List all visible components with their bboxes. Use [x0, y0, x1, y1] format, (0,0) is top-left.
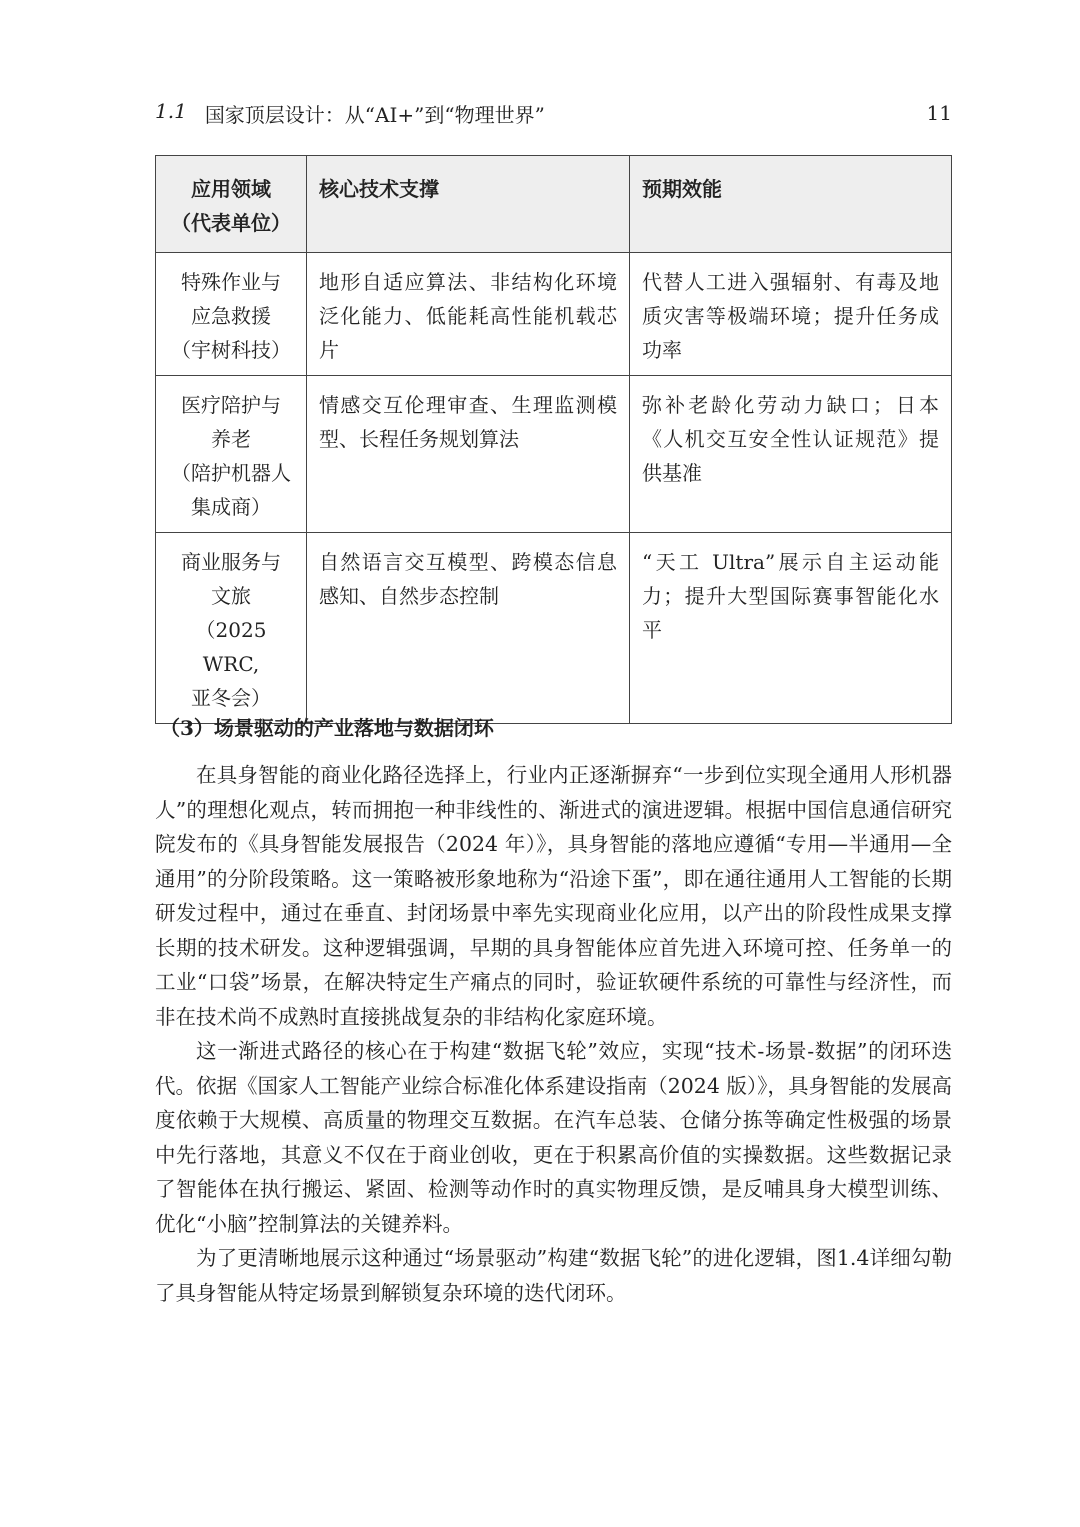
column-header-tech: 核心技术支撑 [307, 156, 630, 253]
page-number: 11 [926, 101, 952, 125]
cell-domain [156, 253, 307, 376]
column-header-effect: 预期效能 [630, 156, 952, 253]
header-line: （代表单位） [171, 211, 291, 235]
body-text [155, 758, 952, 1310]
table-row [156, 533, 952, 724]
header-line: 应用领域 [191, 177, 271, 201]
domain-line: 商业服务与 [181, 550, 281, 574]
cell-effect: “天工 Ultra”展示自主运动能力；提升大型国际赛事智能化水平 [630, 533, 952, 724]
cell-tech: 地形自适应算法、非结构化环境泛化能力、低能耗高性能机载芯片 [307, 253, 630, 376]
section-title: 国家顶层设计：从“AI+”到“物理世界” [204, 102, 545, 127]
cell-effect: 弥补老龄化劳动力缺口；日本《人机交互安全性认证规范》提供基准 [630, 376, 952, 533]
cell-domain [156, 533, 307, 724]
cell-effect: 代替人工进入强辐射、有毒及地质灾害等极端环境；提升任务成功率 [630, 253, 952, 376]
domain-line: 医疗陪护与 [181, 393, 281, 417]
domain-line: （2025 WRC, [195, 618, 267, 676]
cell-domain [156, 376, 307, 533]
table-header-row [156, 156, 952, 253]
paragraph: 这一渐进式路径的核心在于构建“数据飞轮”效应，实现“技术-场景-数据”的闭环迭代。依据《国家人工智能产业综合标准化体系建设指南（2024 版）》，具身智能的发展高度依赖于大规模、高质量的物理交互数据。在汽车总装、仓储分拣等确定性极强的场景中先行落地，其意义不仅在于商业创收，更在于积累高价值的实操数据。这些数据记录了智能体在执行搬运、紧固、检测等动作时的真实物理反馈，是反哺具身大模型训练、优化“小脑”控制算法的关键养料。 [155, 1039, 952, 1236]
section-heading: （3）场景驱动的产业落地与数据闭环 [160, 716, 494, 740]
table-row [156, 253, 952, 376]
table-row [156, 376, 952, 533]
paragraph: 在具身智能的商业化路径选择上，行业内正逐渐摒弃“一步到位实现全通用人形机器人”的理想化观点，转而拥抱一种非线性的、渐进式的演进逻辑。根据中国信息通信研究院发布的《具身智能发展报告（2024 年）》，具身智能的落地应遵循“专用—半通用—全通用”的分阶段策略。这一策略被形象地称为“沿途下蛋”，即在通往通用人工智能的长期研发过程中，通过在垂直、封闭场景中率先实现商业化应用，以产出的阶段性成果支撑长期的技术研发。这种逻辑强调，早期的具身智能体应首先进入环境可控、任务单一的工业“口袋”场景，在解决特定生产痛点的同时，验证软硬件系统的可靠性与经济性，而非在技术尚不成熟时直接挑战复杂的非结构化家庭环境。 [155, 763, 952, 1029]
cell-tech: 自然语言交互模型、跨模态信息感知、自然步态控制 [307, 533, 630, 724]
domain-line: （陪护机器人 [171, 461, 291, 485]
domain-line: 养老 [211, 427, 251, 451]
domain-line: 应急救援 [191, 304, 271, 328]
domain-line: 亚冬会） [191, 686, 271, 710]
domain-line: （宇树科技） [171, 338, 291, 362]
domain-line: 文旅 [211, 584, 251, 608]
cell-tech: 情感交互伦理审查、生理监测模型、长程任务规划算法 [307, 376, 630, 533]
application-table [155, 155, 952, 724]
domain-line: 集成商） [191, 495, 271, 519]
page-header [155, 98, 952, 128]
section-number: 1.1 [155, 98, 187, 123]
column-header-domain [156, 156, 307, 253]
domain-line: 特殊作业与 [181, 270, 281, 294]
running-title [155, 99, 545, 128]
paragraph: 为了更清晰地展示这种通过“场景驱动”构建“数据飞轮”的进化逻辑，图1.4详细勾勒了具身智能从特定场景到解锁复杂环境的迭代闭环。 [155, 1246, 952, 1305]
